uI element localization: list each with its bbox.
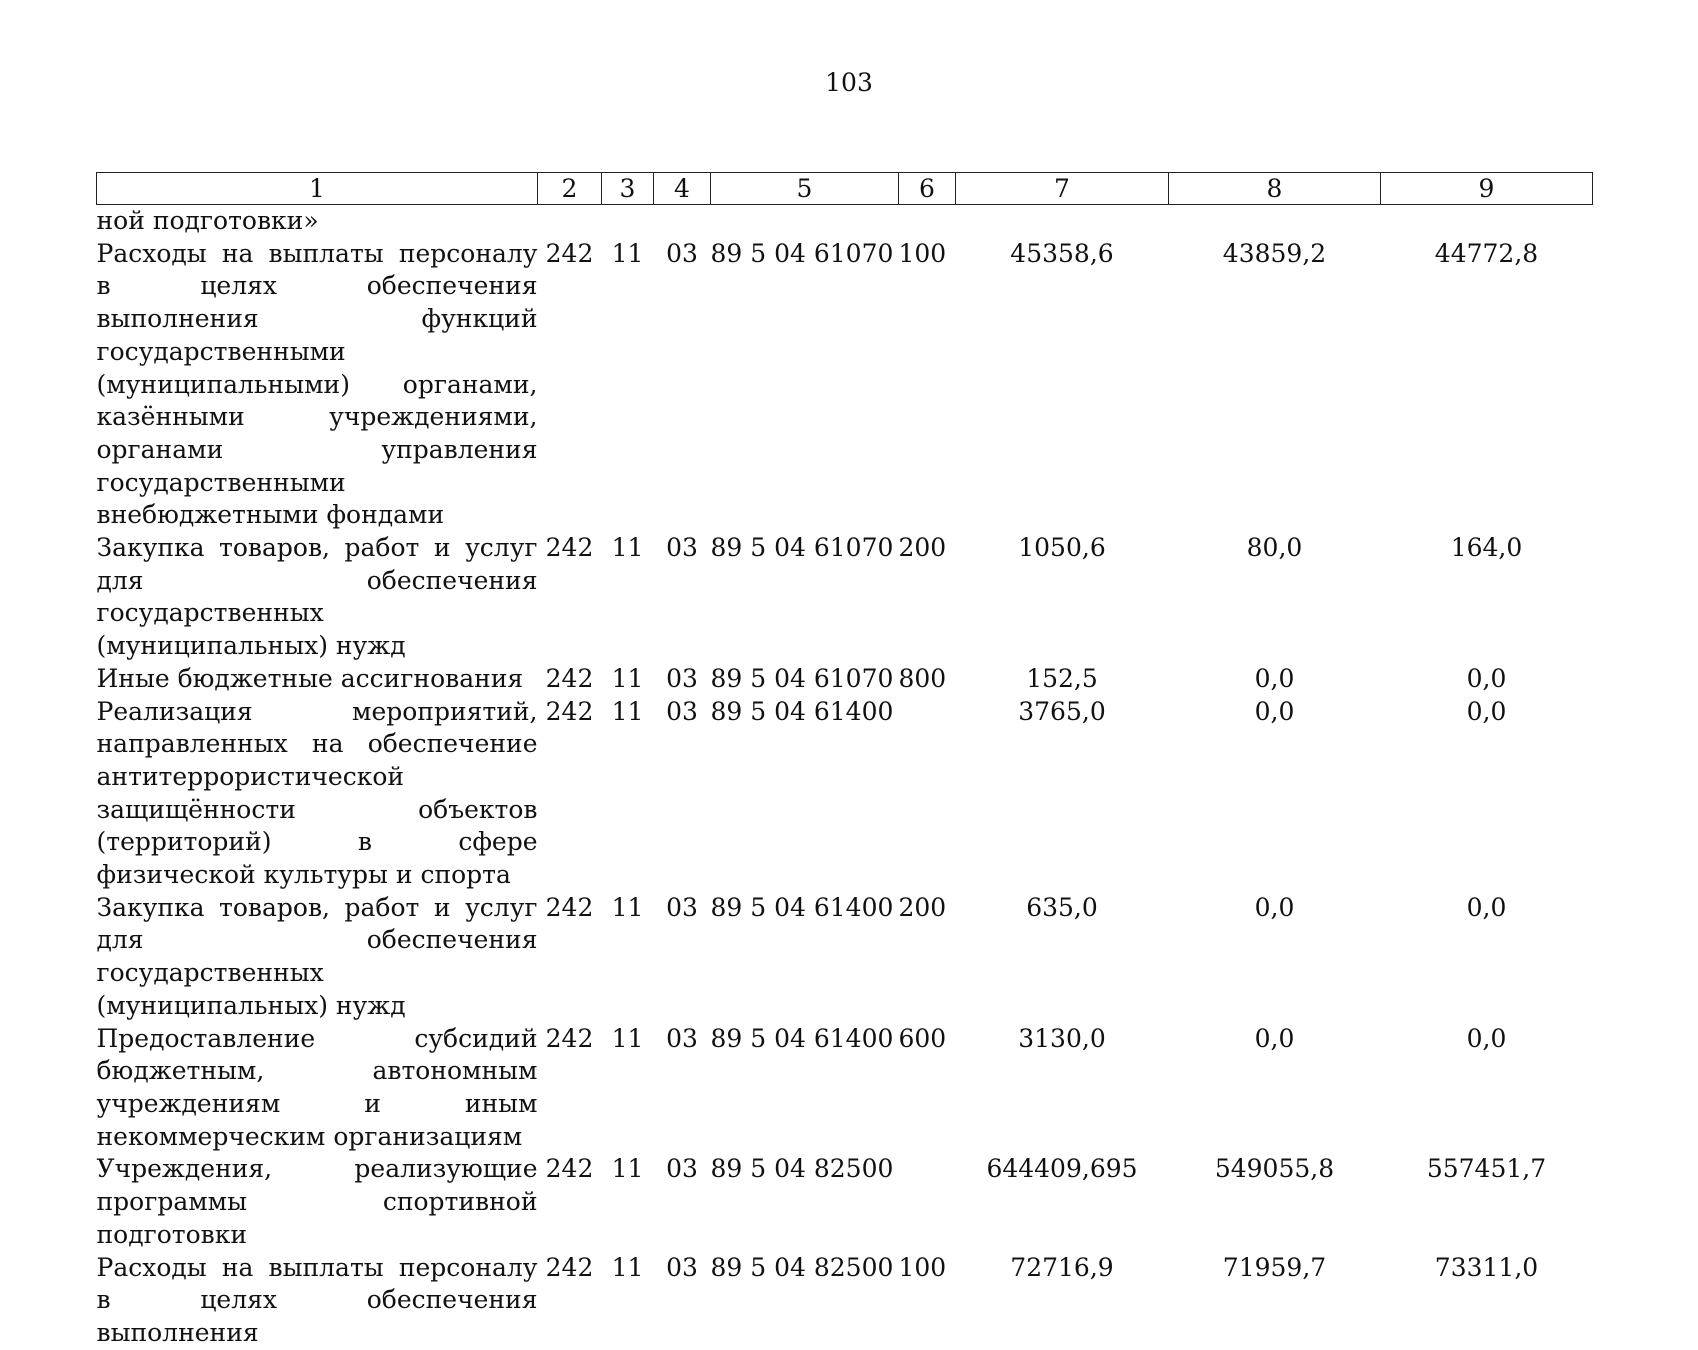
page-number-text: 103 bbox=[825, 68, 873, 97]
table-row bbox=[97, 1252, 1593, 1350]
cell-col3: 11 bbox=[611, 533, 644, 563]
cell-col5: 89 5 04 82500 bbox=[710, 1252, 894, 1282]
cell-col4: 03 bbox=[666, 1023, 698, 1053]
table-row bbox=[97, 238, 1593, 532]
cell-col6 bbox=[899, 1153, 956, 1251]
col-header-6: 6 bbox=[899, 173, 956, 205]
cell-col7 bbox=[956, 205, 1169, 238]
cell-col3: 11 bbox=[611, 1252, 644, 1282]
page-number bbox=[0, 68, 1698, 97]
table-row bbox=[97, 205, 1593, 238]
cell-col9: 0,0 bbox=[1466, 696, 1507, 726]
cell-col8: 0,0 bbox=[1254, 663, 1295, 693]
cell-col4: 03 bbox=[666, 1154, 698, 1184]
cell-col6: 100 bbox=[898, 1252, 947, 1282]
cell-col9: 0,0 bbox=[1466, 1023, 1507, 1053]
col-header-7: 7 bbox=[956, 173, 1169, 205]
cell-col7: 152,5 bbox=[1026, 663, 1098, 693]
cell-col6 bbox=[899, 696, 956, 892]
cell-col2: 242 bbox=[545, 663, 594, 693]
cell-col4: 03 bbox=[666, 663, 698, 693]
col-header-8: 8 bbox=[1169, 173, 1381, 205]
cell-col5: 89 5 04 61400 bbox=[710, 892, 894, 922]
cell-col4 bbox=[654, 205, 711, 238]
cell-col8: 71959,7 bbox=[1222, 1252, 1327, 1282]
cell-col2: 242 bbox=[545, 1154, 594, 1184]
cell-col2: 242 bbox=[545, 892, 594, 922]
table-row bbox=[97, 696, 1593, 892]
cell-col9: 44772,8 bbox=[1434, 238, 1539, 268]
row-description: Расходы на выплаты персоналу в целях обеспечения выполнения bbox=[96, 1252, 538, 1347]
cell-col7: 72716,9 bbox=[1010, 1252, 1114, 1282]
cell-col3: 11 bbox=[611, 663, 644, 693]
row-description: Закупка товаров, работ и услуг для обеспечения государственных (муниципальных) нужд bbox=[96, 892, 538, 1020]
cell-col3: 11 bbox=[611, 1023, 644, 1053]
row-description: Учреждения, реализующие программы спортивной подготовки bbox=[96, 1154, 538, 1249]
cell-col9 bbox=[1381, 205, 1593, 238]
cell-col6: 200 bbox=[898, 533, 947, 563]
table-row bbox=[97, 1023, 1593, 1154]
cell-col5: 89 5 04 61070 bbox=[710, 663, 894, 693]
cell-col2: 242 bbox=[545, 533, 594, 563]
cell-col9: 73311,0 bbox=[1434, 1252, 1539, 1282]
cell-col2: 242 bbox=[545, 1023, 594, 1053]
cell-col5: 89 5 04 61070 bbox=[710, 533, 894, 563]
row-description: Расходы на выплаты персоналу в целях обеспечения выполнения функций государственными (муниципальными) органами, казёнными учреждениями, органами управления государственными внебюджетными фондами bbox=[96, 238, 538, 530]
cell-col2: 242 bbox=[545, 238, 594, 268]
cell-col6: 200 bbox=[898, 892, 947, 922]
cell-col7: 635,0 bbox=[1026, 892, 1098, 922]
row-description: Иные бюджетные ассигнования bbox=[96, 663, 524, 693]
cell-col3: 11 bbox=[611, 696, 644, 726]
cell-col8: 0,0 bbox=[1254, 892, 1295, 922]
row-description: ной подготовки» bbox=[96, 206, 319, 235]
cell-col9: 0,0 bbox=[1466, 892, 1507, 922]
table-row bbox=[97, 892, 1593, 1023]
cell-col9: 0,0 bbox=[1466, 663, 1507, 693]
cell-col6 bbox=[899, 205, 956, 238]
col-header-4: 4 bbox=[654, 173, 711, 205]
cell-col3: 11 bbox=[611, 238, 644, 268]
cell-col8: 80,0 bbox=[1246, 533, 1303, 563]
cell-col8: 43859,2 bbox=[1222, 238, 1327, 268]
cell-col4: 03 bbox=[666, 1252, 698, 1282]
cell-col4: 03 bbox=[666, 238, 698, 268]
cell-col9: 164,0 bbox=[1450, 533, 1523, 563]
cell-col8: 0,0 bbox=[1254, 696, 1295, 726]
cell-col5 bbox=[711, 205, 899, 238]
cell-col2: 242 bbox=[545, 1252, 594, 1282]
cell-col7: 644409,695 bbox=[986, 1154, 1138, 1184]
cell-col2 bbox=[538, 205, 602, 238]
row-description: Предоставление субсидий бюджетным, автономным учреждениям и иным некоммерческим организациям bbox=[96, 1023, 538, 1151]
cell-col3: 11 bbox=[611, 892, 644, 922]
cell-col8 bbox=[1169, 205, 1381, 238]
col-header-3: 3 bbox=[602, 173, 654, 205]
cell-col7: 3130,0 bbox=[1018, 1023, 1106, 1053]
cell-col7: 3765,0 bbox=[1018, 696, 1106, 726]
row-description: Реализация мероприятий, направленных на обеспечение антитеррористической защищённости объектов (территорий) в сфере физической культуры и спорта bbox=[96, 696, 538, 890]
cell-col4: 03 bbox=[666, 696, 698, 726]
col-header-1: 1 bbox=[97, 173, 538, 205]
cell-col7: 45358,6 bbox=[1010, 238, 1114, 268]
table-row bbox=[97, 1153, 1593, 1251]
cell-col6: 100 bbox=[898, 238, 947, 268]
cell-col3 bbox=[602, 205, 654, 238]
cell-col5: 89 5 04 61400 bbox=[710, 1023, 894, 1053]
table-row bbox=[97, 532, 1593, 663]
cell-col5: 89 5 04 61400 bbox=[710, 696, 894, 726]
cell-col8: 549055,8 bbox=[1214, 1154, 1335, 1184]
cell-col6: 800 bbox=[898, 663, 947, 693]
cell-col3: 11 bbox=[611, 1154, 644, 1184]
cell-col8: 0,0 bbox=[1254, 1023, 1295, 1053]
cell-col5: 89 5 04 61070 bbox=[710, 238, 894, 268]
budget-table bbox=[96, 172, 1593, 1350]
col-header-2: 2 bbox=[538, 173, 602, 205]
cell-col2: 242 bbox=[545, 696, 594, 726]
header-row bbox=[97, 173, 1593, 205]
row-description: Закупка товаров, работ и услуг для обеспечения государственных (муниципальных) нужд bbox=[96, 533, 538, 661]
col-header-9: 9 bbox=[1381, 173, 1593, 205]
cell-col5: 89 5 04 82500 bbox=[710, 1154, 894, 1184]
cell-col4: 03 bbox=[666, 892, 698, 922]
cell-col4: 03 bbox=[666, 533, 698, 563]
col-header-5: 5 bbox=[711, 173, 899, 205]
table-row bbox=[97, 663, 1593, 696]
cell-col9: 557451,7 bbox=[1426, 1154, 1547, 1184]
cell-col7: 1050,6 bbox=[1018, 533, 1106, 563]
cell-col6: 600 bbox=[898, 1023, 947, 1053]
